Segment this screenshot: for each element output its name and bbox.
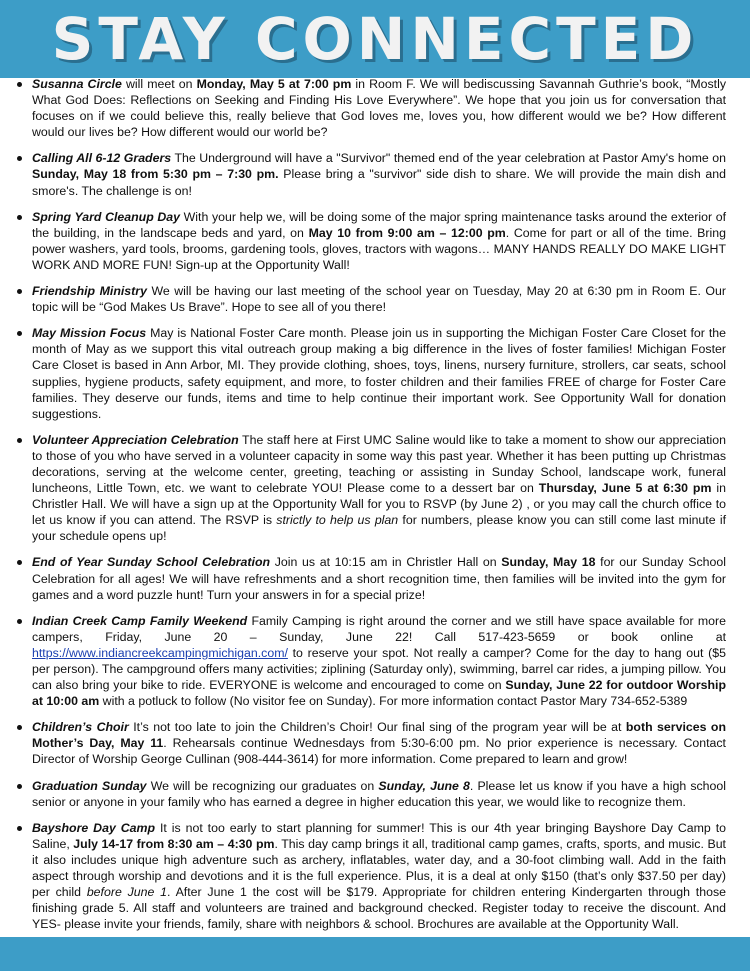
item-title: Susanna Circle xyxy=(32,77,122,91)
item-emphasis: Monday, May 5 at 7:00 pm xyxy=(196,77,352,91)
item-title: Indian Creek Camp Family Weekend xyxy=(32,613,248,628)
item-text: in Room F. We will bediscussing Savannah Guthrie’s book, “Mostly What God Does: Reflections on Seeking and Finding His Love Everywhere”. We hope that you join us for conversation that focuses on if we could believe this, really believe that God loves me, loves you, how different would we be? How different would our lives be? How different would our world be? xyxy=(32,77,726,140)
announcement-item xyxy=(32,432,726,545)
announcement-item xyxy=(32,76,726,140)
announcement-item xyxy=(32,820,726,933)
item-text: It’s not too late to join the Children’s Choir! Our final sing of the program year will be at xyxy=(128,720,626,735)
item-title: Bayshore Day Camp xyxy=(32,820,156,835)
announcement-item xyxy=(32,719,726,767)
item-emphasis: May 10 from 9:00 am – 12:00 pm xyxy=(308,225,506,240)
announcement-item xyxy=(32,778,726,810)
item-emphasis: Sunday, May 18 xyxy=(501,555,596,570)
item-text: in Christler Hall. We will have a sign up at the Opportunity Wall for you to RSVP (by June 2) , or you may call the church office to let us know if you can attend. The RSVP is xyxy=(32,481,726,528)
item-text: . Come for part or all of the time. Bring power washers, yard tools, brooms, gardening tools, gloves, tractors with wagons… MANY HANDS REALLY DO MAKE LIGHT WORK AND MORE FUN! Sign-up at the Opportunity Wall! xyxy=(32,225,726,272)
item-text: The Underground will have a "Survivor" themed end of the year celebration at Pastor Amy's home on xyxy=(171,151,726,166)
item-emphasis: Sunday, June 8 xyxy=(378,778,470,793)
item-text: for our Sunday School Celebration for all ages! We will have refreshments and a short recognition time, then families will be invited into the gym for games and a word puzzle hunt! Turn your answers in for a special prize! xyxy=(32,555,726,602)
item-emphasis: Sunday, June 22 for outdoor Worship at 10:00 am xyxy=(32,678,727,709)
item-emphasis: July 14-17 from 8:30 am – 4:30 pm xyxy=(73,836,275,851)
item-title: Volunteer Appreciation Celebration xyxy=(32,432,239,447)
item-title: Graduation Sunday xyxy=(32,778,147,793)
item-emphasis: before June 1 xyxy=(86,885,168,900)
item-emphasis: Sunday, May 18 from 5:30 pm – 7:30 pm. xyxy=(32,167,279,182)
item-title: Calling All 6-12 Graders xyxy=(32,151,172,166)
announcement-item xyxy=(32,283,726,315)
item-text: to reserve your spot. Not really a camper? Come for the day to hang out ($5 per person). The campground offers many activities; ziplining (Saturday only), swimming, barrel car rides, a jumping pillow. You can also bring your bike to ride. EVERYONE is welcome and encouraged to come on xyxy=(32,645,726,693)
page-title: STAY CONNECTED xyxy=(51,5,699,73)
item-text: Please bring a "survivor" side dish to share. We will provide the main dish and smore's. The challenge is on! xyxy=(32,167,726,198)
item-text: . Please let us know if you have a high school senior or anyone in your family who has earned a degree in higher education this year, we would like to recognize them. xyxy=(32,778,726,809)
announcement-item xyxy=(32,150,726,198)
item-text: It is not too early to start planning for summer! This is our 4th year bringing Bayshore Day Camp to Saline, xyxy=(32,820,726,851)
announcement-item xyxy=(32,209,726,273)
announcement-item xyxy=(32,613,726,710)
camp-website-link[interactable]: https://www.indiancreekcampingmichigan.com/ xyxy=(32,645,288,660)
item-text: will meet on xyxy=(121,77,197,91)
announcement-list xyxy=(0,76,750,942)
footer-bar xyxy=(0,937,750,971)
item-text: . This day camp brings it all, traditional camp games, crafts, sports, and music. But it also includes unique high adventure such as archery, inflatables, water day, and a 30-foot climbing wall. Add in the faith aspect through worship and devotions and it is the full experience. Plus, it is a deal at only $150 (that’s only $37.50 per day) per child xyxy=(32,836,726,900)
item-emphasis: strictly to help us plan xyxy=(276,513,399,528)
item-text: We will be having our last meeting of the school year on Tuesday, May 20 at 6:30 pm in Room E. Our topic will be “God Makes Us Brave”. Hope to see all of you there! xyxy=(32,284,726,315)
item-text: Family Camping is right around the corner and we still have space available for more campers, Friday, June 20 – Sunday, June 22! Call 517-423-5659 or book online at xyxy=(32,613,726,644)
item-text: We will be recognizing our graduates on xyxy=(146,778,379,793)
item-title: May Mission Focus xyxy=(32,326,147,341)
item-text: May is National Foster Care month. Please join us in supporting the Michigan Foster Care Closet for the month of May as we support this vital outreach group making a big difference in the lives of foster families! Michigan Foster Care Closet is based in Ann Arbor, MI. They provide clothing, shoes, toys, linens, nursery furniture, strollers, car seats, school supplies, hygiene products, safety equipment, and more, to foster children and their families FREE of charge for Foster Care families. They deserve our funds, items and time to help continue their important work. See Opportunity Wall for donation suggestions. xyxy=(32,326,726,421)
item-title: End of Year Sunday School Celebration xyxy=(32,555,271,570)
item-text: . Rehearsals continue Wednesdays from 5:30-6:00 pm. No prior experience is necessary. Contact Director of Worship George Cullinan (908-444-3614) for more information. Come prepared to learn and grow! xyxy=(32,736,726,767)
item-title: Children’s Choir xyxy=(32,720,129,735)
item-text: with a potluck to follow (No visitor fee on Sunday). For more information contact Pastor Mary 734-652-5389 xyxy=(99,694,688,709)
header-banner xyxy=(0,0,750,78)
announcement-item xyxy=(32,325,726,422)
item-title: Friendship Ministry xyxy=(32,284,147,299)
item-emphasis: both services on Mother’s Day, May 11 xyxy=(32,720,726,751)
item-text: for numbers, please know you can still come last minute if your schedule opens up! xyxy=(32,513,726,544)
announcement-item xyxy=(32,554,726,602)
item-text: Join us at 10:15 am in Christler Hall on xyxy=(270,555,502,570)
item-text: With your help we, will be doing some of the major spring maintenance tasks around the exterior of the building, in the landscape beds and yard, on xyxy=(32,209,727,240)
item-text: . After June 1 the cost will be $179. Appropriate for children entering Kindergarten through those finishing grade 5. All staff and volunteers are trained and background checked. Register today to receive the discount. And YES- please invite your friends, family, share with neighbors & school. Brochures are available at the Opportunity Wall. xyxy=(32,885,726,932)
item-title: Spring Yard Cleanup Day xyxy=(32,209,181,224)
item-text: The staff here at First UMC Saline would like to take a moment to show our appreciation to those of you who have served in a volunteer capacity in some way this past year. Whether it has been putting up Christmas decorations, serving at the welcome center, greeting, teaching or assisting in Sunday School, landscape work, funeral luncheons, Little Town, etc. we want to celebrate YOU! Please come to a dessert bar on xyxy=(32,432,726,496)
item-emphasis: Thursday, June 5 at 6:30 pm xyxy=(538,481,712,496)
